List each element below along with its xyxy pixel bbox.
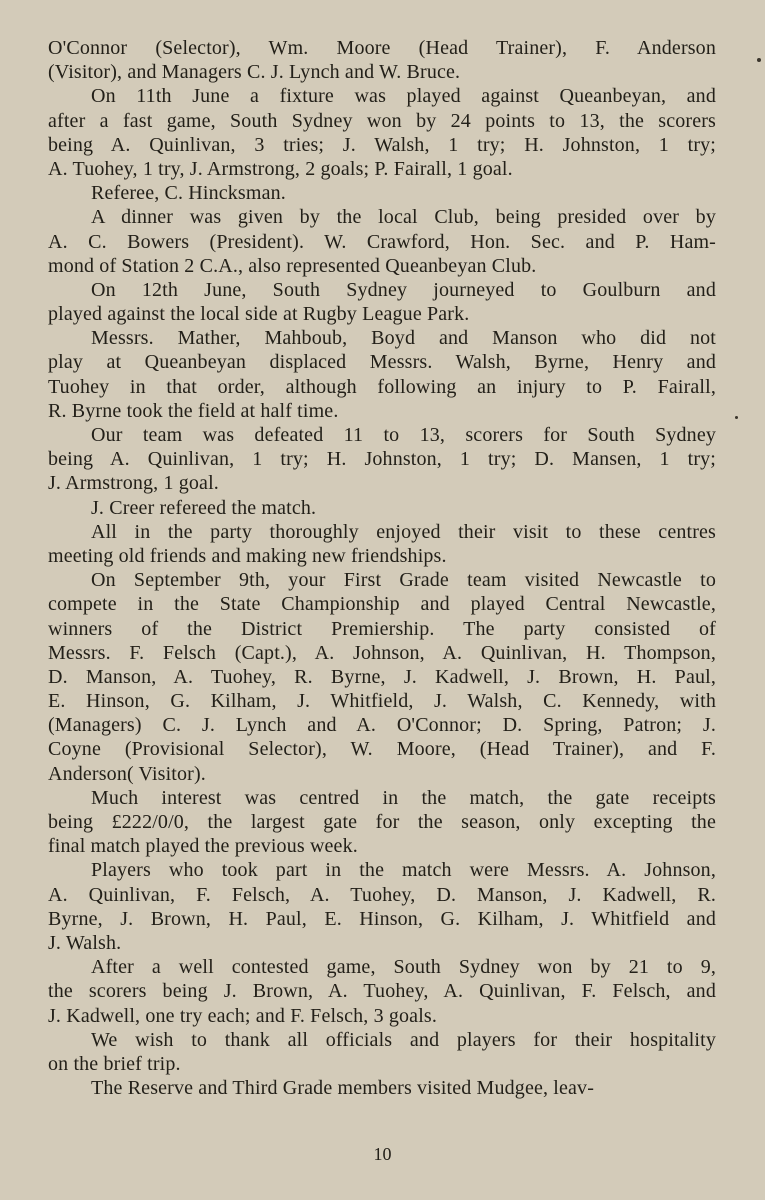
text-line: A dinner was given by the local Club, being presided over by [91, 206, 716, 229]
text-line: D. Manson, A. Tuohey, R. Byrne, J. Kadwell, J. Brown, H. Paul, [48, 665, 716, 688]
text-line: Messrs. Mather, Mahboub, Boyd and Manson who did not [91, 327, 716, 350]
text-line: R. Byrne took the field at half time. [48, 399, 339, 422]
text-line: J. Kadwell, one try each; and F. Felsch, 3 goals. [48, 1004, 438, 1027]
text-line: Much interest was centred in the match, the gate receipts [91, 786, 716, 809]
text-line: Tuohey in that order, although following an injury to P. Fairall, [48, 375, 716, 398]
text-line: J. Walsh. [48, 931, 122, 954]
text-line: on the brief trip. [48, 1052, 181, 1075]
body-text [48, 36, 716, 1100]
text-line: Players who took part in the match were Messrs. A. Johnson, [91, 859, 716, 882]
text-line: A. C. Bowers (President). W. Crawford, Hon. Sec. and P. Ham- [48, 230, 716, 253]
paper-speck [735, 416, 738, 419]
text-line: On September 9th, your First Grade team visited Newcastle to [91, 569, 716, 592]
text-line: On 12th June, South Sydney journeyed to Goulburn and [91, 278, 716, 301]
text-line: the scorers being J. Brown, A. Tuohey, A. Quinlivan, F. Felsch, and [48, 980, 716, 1003]
text-line: played against the local side at Rugby League Park. [48, 303, 470, 326]
text-line: O'Connor (Selector), Wm. Moore (Head Trainer), F. Anderson [48, 37, 716, 59]
text-line: J. Armstrong, 1 goal. [48, 472, 219, 495]
text-line: The Reserve and Third Grade members visited Mudgee, leav- [91, 1077, 595, 1100]
text-line: Our team was defeated 11 to 13, scorers for South Sydney [91, 424, 716, 446]
text-line: being £222/0/0, the largest gate for the season, only excepting the [48, 811, 716, 833]
text-line: Coyne (Provisional Selector), W. Moore, (Head Trainer), and F. [48, 738, 716, 761]
text-line: Messrs. F. Felsch (Capt.), A. Johnson, A. Quinlivan, H. Thompson, [48, 641, 716, 664]
text-line: mond of Station 2 C.A., also represented Queanbeyan Club. [48, 254, 537, 277]
text-line: (Visitor), and Managers C. J. Lynch and W. Bruce. [48, 61, 461, 84]
text-line: final match played the previous week. [48, 835, 358, 858]
text-line: On 11th June a fixture was played against Queanbeyan, and [91, 85, 716, 108]
text-line: A. Tuohey, 1 try, J. Armstrong, 2 goals; P. Fairall, 1 goal. [48, 157, 513, 180]
text-line: J. Creer refereed the match. [91, 496, 317, 519]
text-line: (Managers) C. J. Lynch and A. O'Connor; D. Spring, Patron; J. [48, 714, 716, 737]
text-line: being A. Quinlivan, 1 try; H. Johnston, 1 try; D. Mansen, 1 try; [48, 448, 716, 471]
paper-speck [757, 58, 761, 62]
text-line: We wish to thank all officials and players for their hospitality [91, 1028, 716, 1051]
text-line: Byrne, J. Brown, H. Paul, E. Hinson, G. Kilham, J. Whitfield and [48, 907, 716, 930]
text-line: Referee, C. Hincksman. [91, 182, 286, 205]
text-line: Anderson( Visitor). [48, 762, 206, 785]
text-line: E. Hinson, G. Kilham, J. Whitfield, J. Walsh, C. Kennedy, with [48, 690, 716, 713]
text-line: After a well contested game, South Sydney won by 21 to 9, [91, 956, 716, 979]
text-line: being A. Quinlivan, 3 tries; J. Walsh, 1 try; H. Johnston, 1 try; [48, 133, 716, 156]
text-line: compete in the State Championship and played Central Newcastle, [48, 593, 716, 616]
text-line: winners of the District Premiership. The party consisted of [48, 617, 716, 640]
text-line: A. Quinlivan, F. Felsch, A. Tuohey, D. Manson, J. Kadwell, R. [48, 883, 716, 906]
text-line: after a fast game, South Sydney won by 24 points to 13, the scorers [48, 109, 716, 132]
text-line: play at Queanbeyan displaced Messrs. Walsh, Byrne, Henry and [48, 351, 716, 374]
page-number: 10 [373, 1144, 392, 1164]
text-line: All in the party thoroughly enjoyed their visit to these centres [91, 520, 716, 543]
text-line: meeting old friends and making new friendships. [48, 544, 447, 567]
